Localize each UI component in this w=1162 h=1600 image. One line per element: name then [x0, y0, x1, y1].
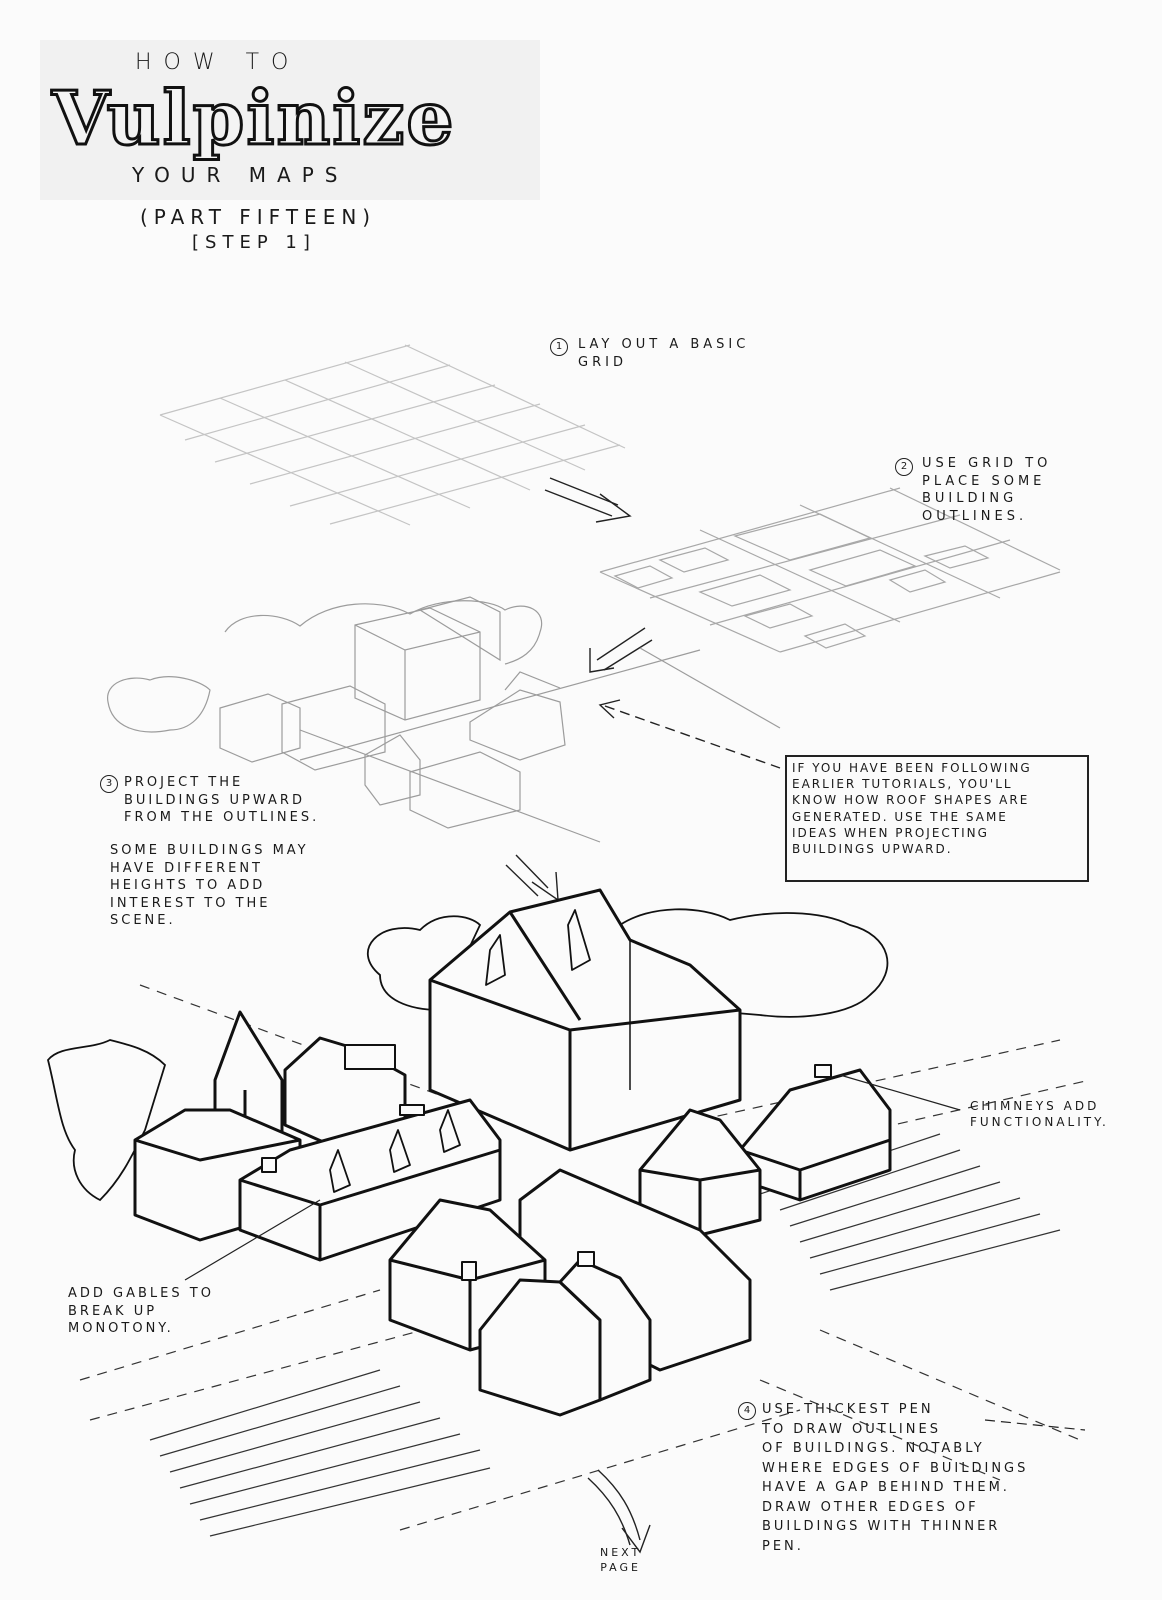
arrow-3-icon: [506, 855, 558, 900]
next-page-label: NEXT PAGE: [600, 1546, 642, 1575]
step-2-text: USE GRID TO PLACE SOME BUILDING OUTLINES.: [922, 456, 1052, 524]
step-2-number: 2: [895, 458, 913, 476]
title-how-to: HOW TO: [135, 50, 301, 75]
title-your-maps: YOUR MAPS: [132, 163, 349, 187]
step-1-number: 1: [550, 338, 568, 356]
step-4-text: USE THICKEST PEN TO DRAW OUTLINES OF BUILDINGS. NOTABLY WHERE EDGES OF BUILDINGS HAVE A GAP BEHIND THEM. DRAW OTHER EDGES OF BUILDINGS WITH THINNER PEN.: [762, 1402, 1029, 1554]
title-vulpinize: Vulpinize: [52, 76, 456, 162]
next-page-arrow-icon: [588, 1470, 650, 1552]
step-3-number: 3: [100, 775, 118, 793]
note-box-text: IF YOU HAVE BEEN FOLLOWING EARLIER TUTORIALS, YOU'LL KNOW HOW ROOF SHAPES ARE GENERATED. USE THE SAME IDEAS WHEN PROJECTING BUILDINGS UPWARD.: [792, 761, 1032, 856]
note-arrow-icon: [600, 700, 780, 768]
arrow-1-icon: [545, 478, 630, 522]
step-1-text: LAY OUT A BASIC GRID: [578, 337, 750, 370]
part-label: (PART FIFTEEN): [140, 205, 377, 229]
step-3-text: PROJECT THE BUILDINGS UPWARD FROM THE OUTLINES.: [124, 775, 320, 826]
step-label: [STEP 1]: [192, 232, 316, 253]
chimneys-callout: CHIMNEYS ADD FUNCTIONALITY.: [970, 1099, 1109, 1130]
gables-callout: ADD GABLES TO BREAK UP MONOTONY.: [68, 1286, 214, 1337]
step-4-number: 4: [738, 1402, 756, 1420]
stage1-basic-grid: [160, 345, 625, 525]
step-3-extra-text: SOME BUILDINGS MAY HAVE DIFFERENT HEIGHTS TO ADD INTEREST TO THE SCENE.: [110, 843, 309, 929]
